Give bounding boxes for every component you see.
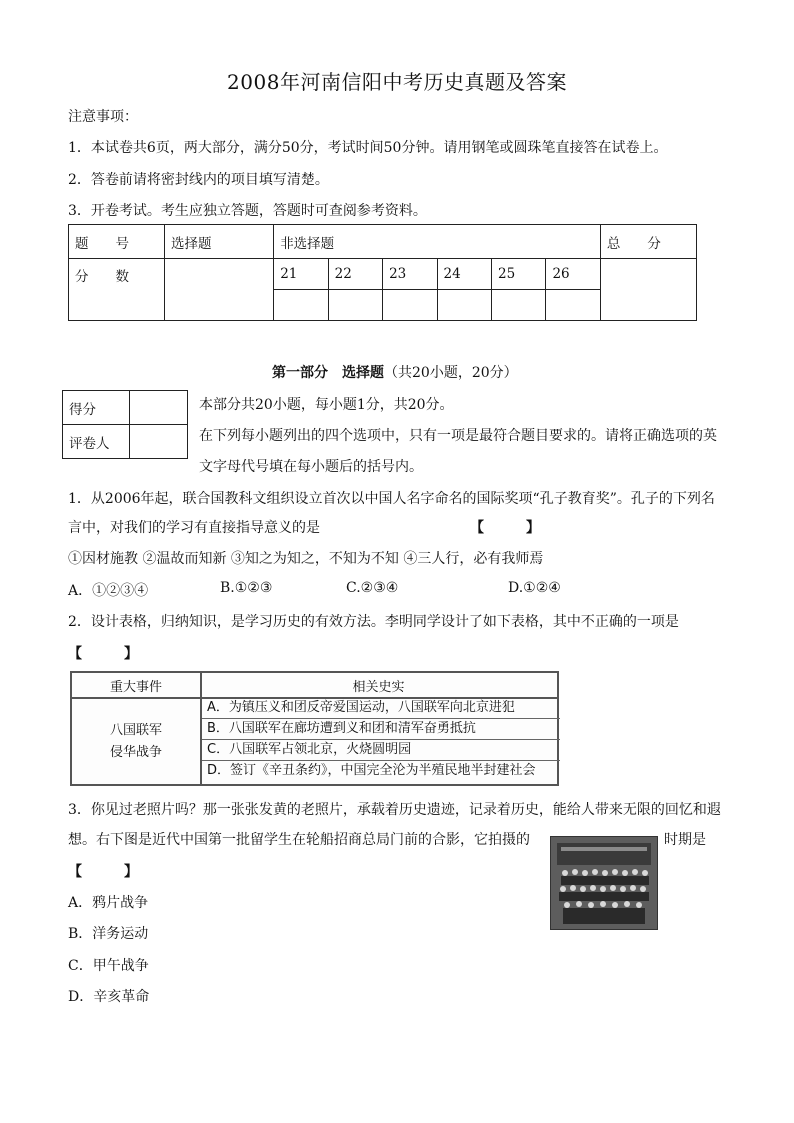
q3-option-d[interactable]: D．辛亥革命 — [68, 989, 150, 1005]
q2-fact-d: D．签订《辛丑条约》，中国完全沦为半殖民地半封建社会 — [207, 763, 536, 778]
q3-stem-tail: 时期是 — [664, 832, 706, 848]
notes-heading: 注意事项： — [68, 109, 138, 125]
q1-stem: 1．从2006年起，联合国教科文组织设立首次以中国人名字命名的国际奖项“孔子教育奖”。孔子的下列名 — [68, 491, 715, 507]
q2-answer-bracket[interactable]: 【 】 — [68, 646, 138, 662]
score-table-row-label: 分 数 — [69, 259, 165, 321]
q2-events-table — [70, 671, 559, 786]
score-cell-total[interactable] — [600, 259, 696, 321]
question-number: 24 — [437, 259, 491, 290]
q1-stem: 言中，对我们的学习有直接指导意义的是 — [68, 520, 320, 536]
grade-score-cell[interactable] — [130, 391, 188, 425]
score-table-header-number: 题 号 — [69, 225, 165, 259]
score-table-header-choice: 选择题 — [165, 225, 274, 259]
score-cell[interactable] — [546, 290, 600, 321]
q1-option-d[interactable]: D.①②④ — [508, 580, 561, 596]
q3-stem: 3．你见过老照片吗？那一张张发黄的老照片，承载着历史遗迹，记录着历史，能给人带来无限的回忆和遐 — [68, 802, 721, 818]
score-table-header-nonchoice: 非选择题 — [274, 225, 601, 259]
page-title: 2008年河南信阳中考历史真题及答案 — [227, 70, 567, 94]
events-event-name: 侵华战争 — [109, 745, 162, 760]
q2-fact-b: B．八国联军在廊坊遭到义和团和清军奋勇抵抗 — [202, 718, 560, 740]
question-number: 22 — [328, 259, 382, 290]
question-number: 25 — [492, 259, 546, 290]
grade-reviewer-cell[interactable] — [130, 425, 188, 459]
q1-option-a[interactable]: A．①②③④ — [68, 583, 149, 599]
q2-stem: 2．设计表格，归纳知识，是学习历史的有效方法。李明同学设计了如下表格，其中不正确的一项是 — [68, 614, 679, 630]
score-cell-choice[interactable] — [165, 259, 274, 321]
question-number: 26 — [546, 259, 600, 290]
score-cell[interactable] — [492, 290, 546, 321]
q1-option-c[interactable]: C.②③④ — [346, 580, 399, 596]
score-cell[interactable] — [274, 290, 328, 321]
q2-fact-a: A．为镇压义和团反帝爱国运动，八国联军向北京进犯 — [202, 697, 560, 719]
events-col2-header: 相关史实 — [352, 680, 405, 695]
old-group-photo — [550, 836, 658, 930]
score-cell[interactable] — [383, 290, 437, 321]
score-cell[interactable] — [437, 290, 491, 321]
events-event-name: 八国联军 — [109, 723, 162, 738]
note-item: 2．答卷前请将密封线内的项目填写清楚。 — [68, 172, 329, 188]
grade-box — [62, 390, 188, 459]
score-cell[interactable] — [328, 290, 382, 321]
q3-stem: 想。右下图是近代中国第一批留学生在轮船招商总局门前的合影，它拍摄的 — [68, 832, 530, 848]
q3-option-b[interactable]: B．洋务运动 — [68, 926, 149, 942]
score-table — [68, 224, 697, 321]
part1-intro: 文字母代号填在每小题后的括号内。 — [199, 459, 423, 475]
events-col1-header: 重大事件 — [109, 680, 162, 695]
grade-reviewer-label: 评卷人 — [63, 425, 130, 459]
score-table-header-total: 总 分 — [600, 225, 696, 259]
question-number: 21 — [274, 259, 328, 290]
part1-heading: 第一部分 选择题（共20小题，20分） — [272, 365, 518, 381]
question-number: 23 — [383, 259, 437, 290]
grade-score-label: 得分 — [63, 391, 130, 425]
note-item: 3．开卷考试。考生应独立答题，答题时可查阅参考资料。 — [68, 203, 427, 219]
part1-intro: 本部分共20小题，每小题1分，共20分。 — [199, 397, 454, 413]
q3-option-c[interactable]: C．甲午战争 — [68, 958, 149, 974]
part1-intro: 在下列每小题列出的四个选项中，只有一项是最符合题目要求的。请将正确选项的英 — [199, 428, 717, 444]
note-item: 1．本试卷共6页，两大部分，满分50分，考试时间50分钟。请用钢笔或圆珠笔直接答在试卷上。 — [68, 140, 668, 156]
q1-option-b[interactable]: B.①②③ — [220, 580, 273, 596]
q1-items: ①因材施教 ②温故而知新 ③知之为知之，不知为不知 ④三人行，必有我师焉 — [68, 551, 544, 567]
q3-answer-bracket[interactable]: 【 】 — [68, 864, 138, 880]
q2-fact-c: C．八国联军占领北京，火烧圆明园 — [202, 739, 560, 761]
group-photo-image — [551, 837, 657, 929]
q1-answer-bracket[interactable]: 【 】 — [470, 520, 540, 536]
q3-option-a[interactable]: A．鸦片战争 — [68, 895, 149, 911]
